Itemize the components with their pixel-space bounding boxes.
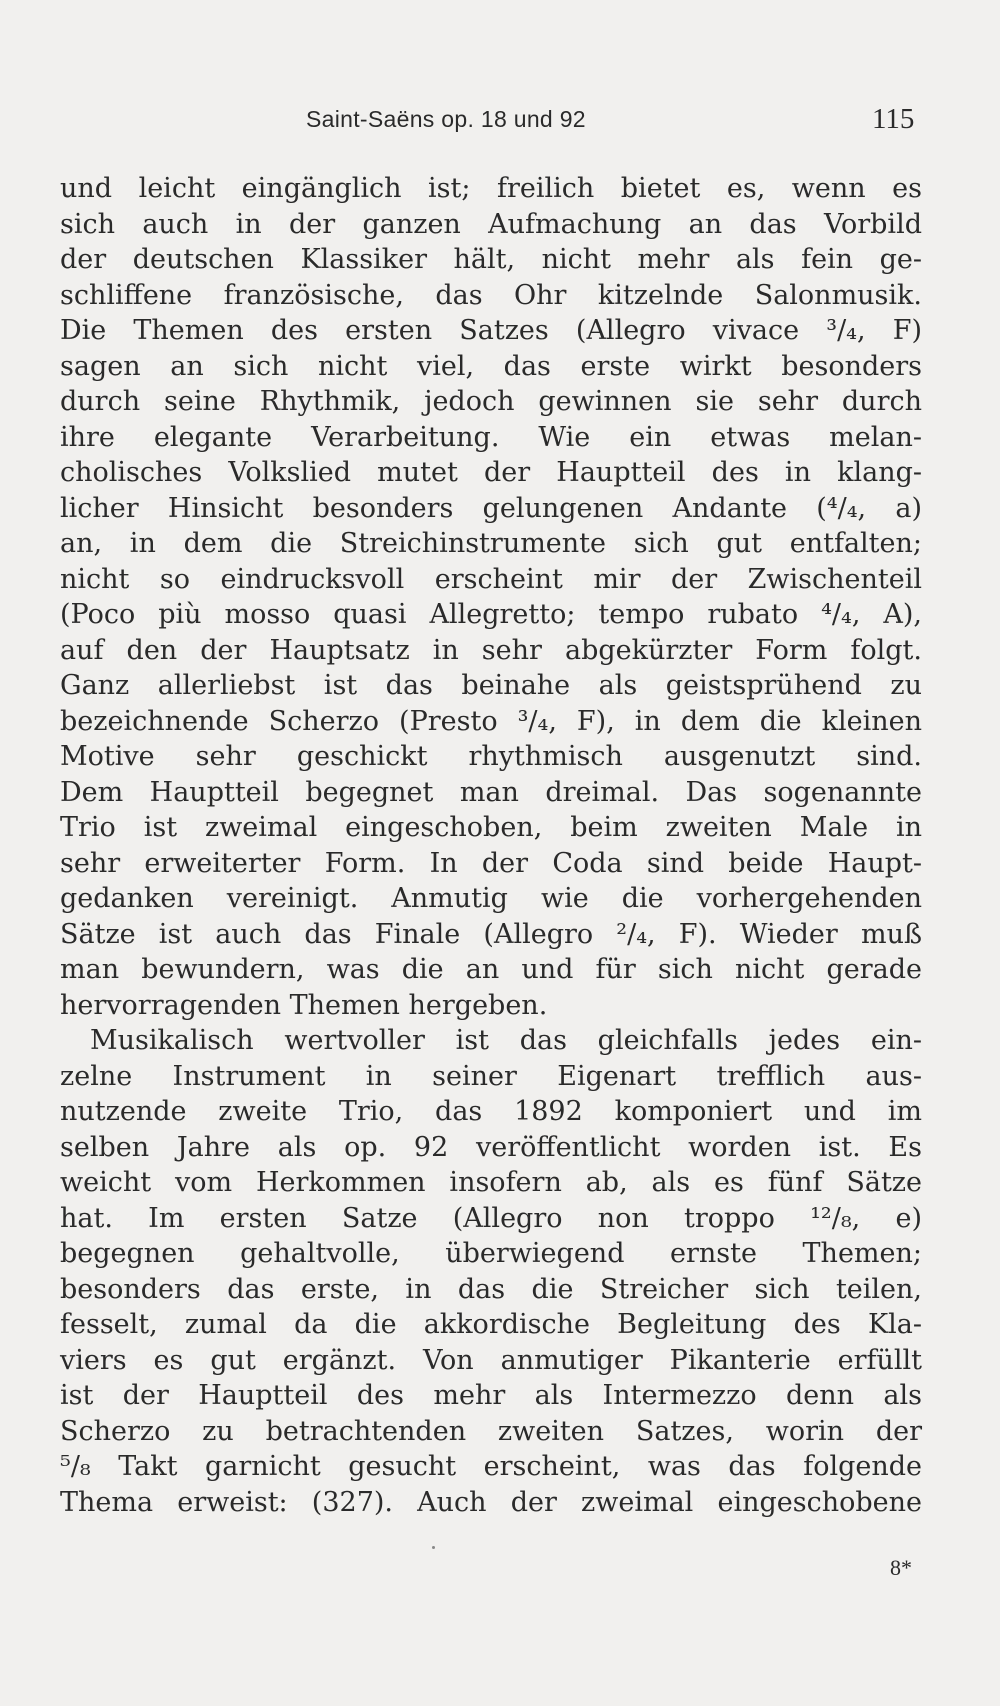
text-line: ihre elegante Verarbeitung. Wie ein etwas melan- [60,421,922,453]
text-line: nicht so eindrucksvoll erscheint mir der Zwischenteil [60,563,922,595]
text-line: hat. Im ersten Satze (Allegro non troppo ¹²/₈, e) [60,1202,922,1234]
text-line: Ganz allerliebst ist das beinahe als geistsprühend zu [60,670,922,701]
text-line: nutzende zweite Trio, das 1892 komponiert und im [60,1096,922,1127]
text-line: schliffene französische, das Ohr kitzelnde Salonmusik. [60,279,922,311]
text-line: an, in dem die Streichinstrumente sich gut entfalten; [60,528,922,559]
text-line: Musikalisch wertvoller ist das gleichfalls jedes ein- [90,1025,922,1056]
text-line: cholisches Volkslied mutet der Hauptteil des in klang- [60,457,922,488]
text-line: und leicht eingänglich ist; freilich bietet es, wenn es [60,173,922,204]
text-line: Thema erweist: (327). Auch der zweimal eingeschobene [60,1486,922,1518]
text-line: hervorragenden Themen hergeben. [60,989,548,1021]
page-number: 115 [872,103,915,135]
running-header [0,103,1000,146]
text-line: Motive sehr geschickt rhythmisch ausgenutzt sind. [60,741,922,772]
text-line: Dem Hauptteil begegnet man dreimal. Das sogenannte [60,776,922,808]
signature-mark: 8* [890,1555,912,1580]
text-line: besonders das erste, in das die Streicher sich teilen, [60,1273,922,1305]
text-line: sich auch in der ganzen Aufmachung an das Vorbild [60,208,922,240]
text-line: gedanken vereinigt. Anmutig wie die vorhergehenden [60,883,922,914]
text-line: weicht vom Herkommen insofern ab, als es fünf Sätze [60,1167,922,1198]
text-line: zelne Instrument in seiner Eigenart trefflich aus- [60,1060,922,1092]
text-line: der deutschen Klassiker hält, nicht mehr als fein ge- [60,244,922,275]
text-line: begegnen gehaltvolle, überwiegend ernste Themen; [60,1238,922,1269]
header-title: Saint-Saëns op. 18 und 92 [306,106,586,132]
text-line: bezeichnende Scherzo (Presto ³/₄, F), in dem die kleinen [60,705,922,737]
text-line: Die Themen des ersten Satzes (Allegro vivace ³/₄, F) [60,315,922,346]
text-line: auf den der Hauptsatz in sehr abgekürzter Form folgt. [60,634,922,666]
text-line: man bewundern, was die an und für sich nicht gerade [60,954,922,985]
text-line: Trio ist zweimal eingeschoben, beim zweiten Male in [60,812,922,843]
body-text [60,171,922,1520]
text-line: fesselt, zumal da die akkordische Begleitung des Kla- [60,1309,922,1340]
text-line: selben Jahre als op. 92 veröffentlicht worden ist. Es [60,1131,922,1163]
text-line: Sätze ist auch das Finale (Allegro ²/₄, F). Wieder muß [60,918,922,950]
print-speck [432,1546,435,1549]
text-line: sagen an sich nicht viel, das erste wirkt besonders [60,350,922,382]
text-line: ⁵/₈ Takt garnicht gesucht erscheint, was das folgende [60,1451,922,1482]
text-line: (Poco più mosso quasi Allegretto; tempo rubato ⁴/₄, A), [60,599,922,630]
text-line: sehr erweiterter Form. In der Coda sind beide Haupt- [60,847,922,879]
text-line: durch seine Rhythmik, jedoch gewinnen sie sehr durch [60,386,922,417]
text-line: Scherzo zu betrachtenden zweiten Satzes, worin der [60,1415,922,1447]
text-line: licher Hinsicht besonders gelungenen Andante (⁴/₄, a) [60,492,922,524]
text-line: viers es gut ergänzt. Von anmutiger Pikanterie erfüllt [60,1344,922,1376]
text-line: ist der Hauptteil des mehr als Intermezzo denn als [60,1380,922,1411]
